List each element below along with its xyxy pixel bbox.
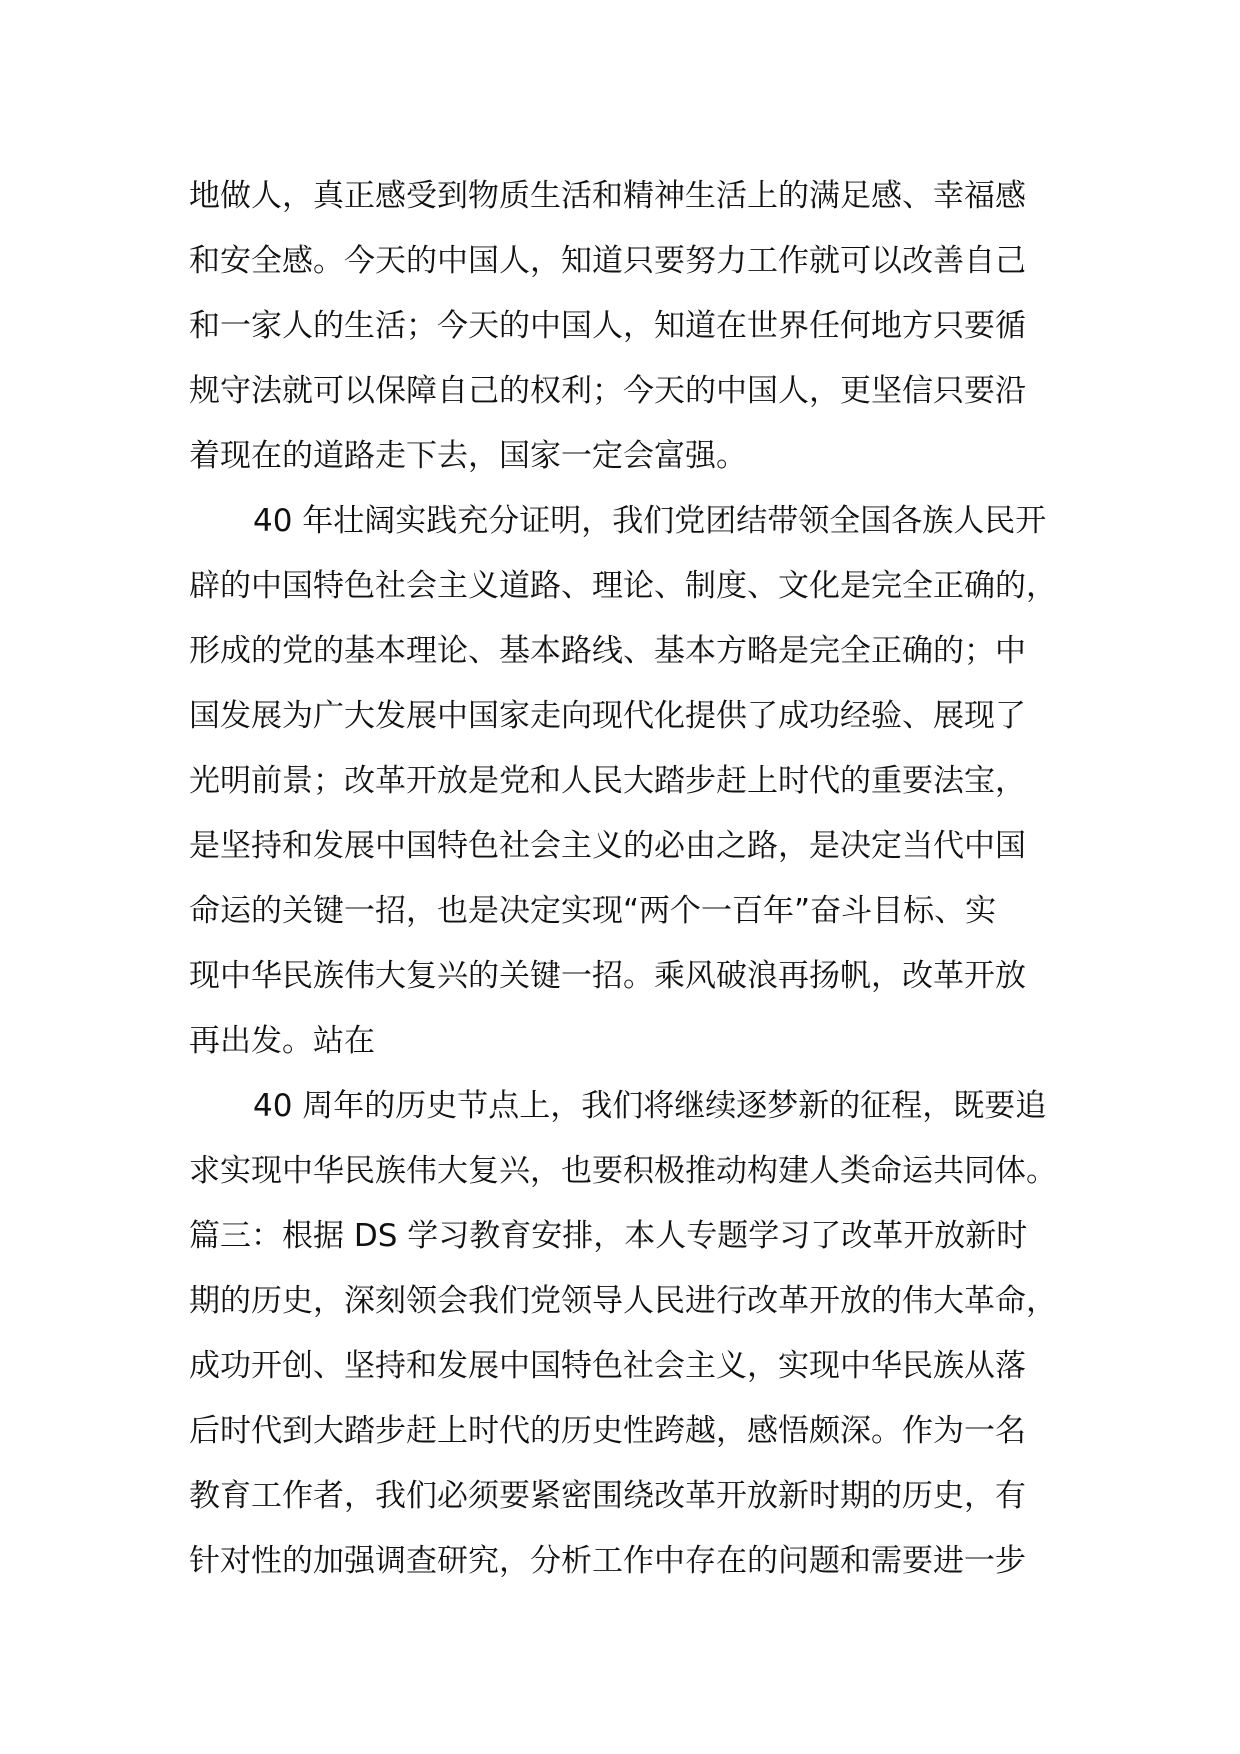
text-line: 形成的党的基本理论、基本路线、基本方略是完全正确的；中	[189, 633, 1026, 669]
text-line: 和安全感。今天的中国人，知道只要努力工作就可以改善自己	[189, 243, 1026, 279]
text-line: 现中华民族伟大复兴的关键一招。乘风破浪再扬帆，改革开放	[189, 958, 1026, 994]
text-line: 40 年壮阔实践充分证明，我们党团结带领全国各族人民开	[253, 503, 1047, 539]
text-line: 再出发。站在	[189, 1023, 375, 1059]
text-line: 教育工作者，我们必须要紧密围绕改革开放新时期的历史，有	[189, 1478, 1026, 1514]
text-line: 和一家人的生活；今天的中国人，知道在世界任何地方只要循	[189, 308, 1026, 344]
text-line: 规守法就可以保障自己的权利；今天的中国人，更坚信只要沿	[189, 373, 1026, 409]
text-line: 命运的关键一招，也是决定实现“两个一百年”奋斗目标、实	[189, 893, 997, 929]
text-line: 篇三：根据 DS 学习教育安排，本人专题学习了改革开放新时	[189, 1218, 1028, 1254]
text-line: 着现在的道路走下去，国家一定会富强。	[189, 438, 747, 474]
text-line: 国发展为广大发展中国家走向现代化提供了成功经验、展现了	[189, 698, 1026, 734]
text-line: 后时代到大踏步赶上时代的历史性跨越，感悟颇深。作为一名	[189, 1413, 1026, 1449]
text-line: 是坚持和发展中国特色社会主义的必由之路，是决定当代中国	[189, 828, 1026, 864]
text-line: 求实现中华民族伟大复兴，也要积极推动构建人类命运共同体。	[189, 1153, 1057, 1189]
text-line: 期的历史，深刻领会我们党领导人民进行改革开放的伟大革命，	[189, 1283, 1057, 1319]
text-line: 40 周年的历史节点上，我们将继续逐梦新的征程，既要追	[253, 1088, 1047, 1124]
text-line: 成功开创、坚持和发展中国特色社会主义，实现中华民族从落	[189, 1348, 1026, 1384]
text-line: 辟的中国特色社会主义道路、理论、制度、文化是完全正确的，	[189, 568, 1057, 604]
text-line: 地做人，真正感受到物质生活和精神生活上的满足感、幸福感	[189, 178, 1026, 214]
text-line: 光明前景；改革开放是党和人民大踏步赶上时代的重要法宝，	[189, 763, 1026, 799]
text-line: 针对性的加强调查研究，分析工作中存在的问题和需要进一步	[189, 1543, 1026, 1579]
body-text	[189, 164, 1069, 1594]
